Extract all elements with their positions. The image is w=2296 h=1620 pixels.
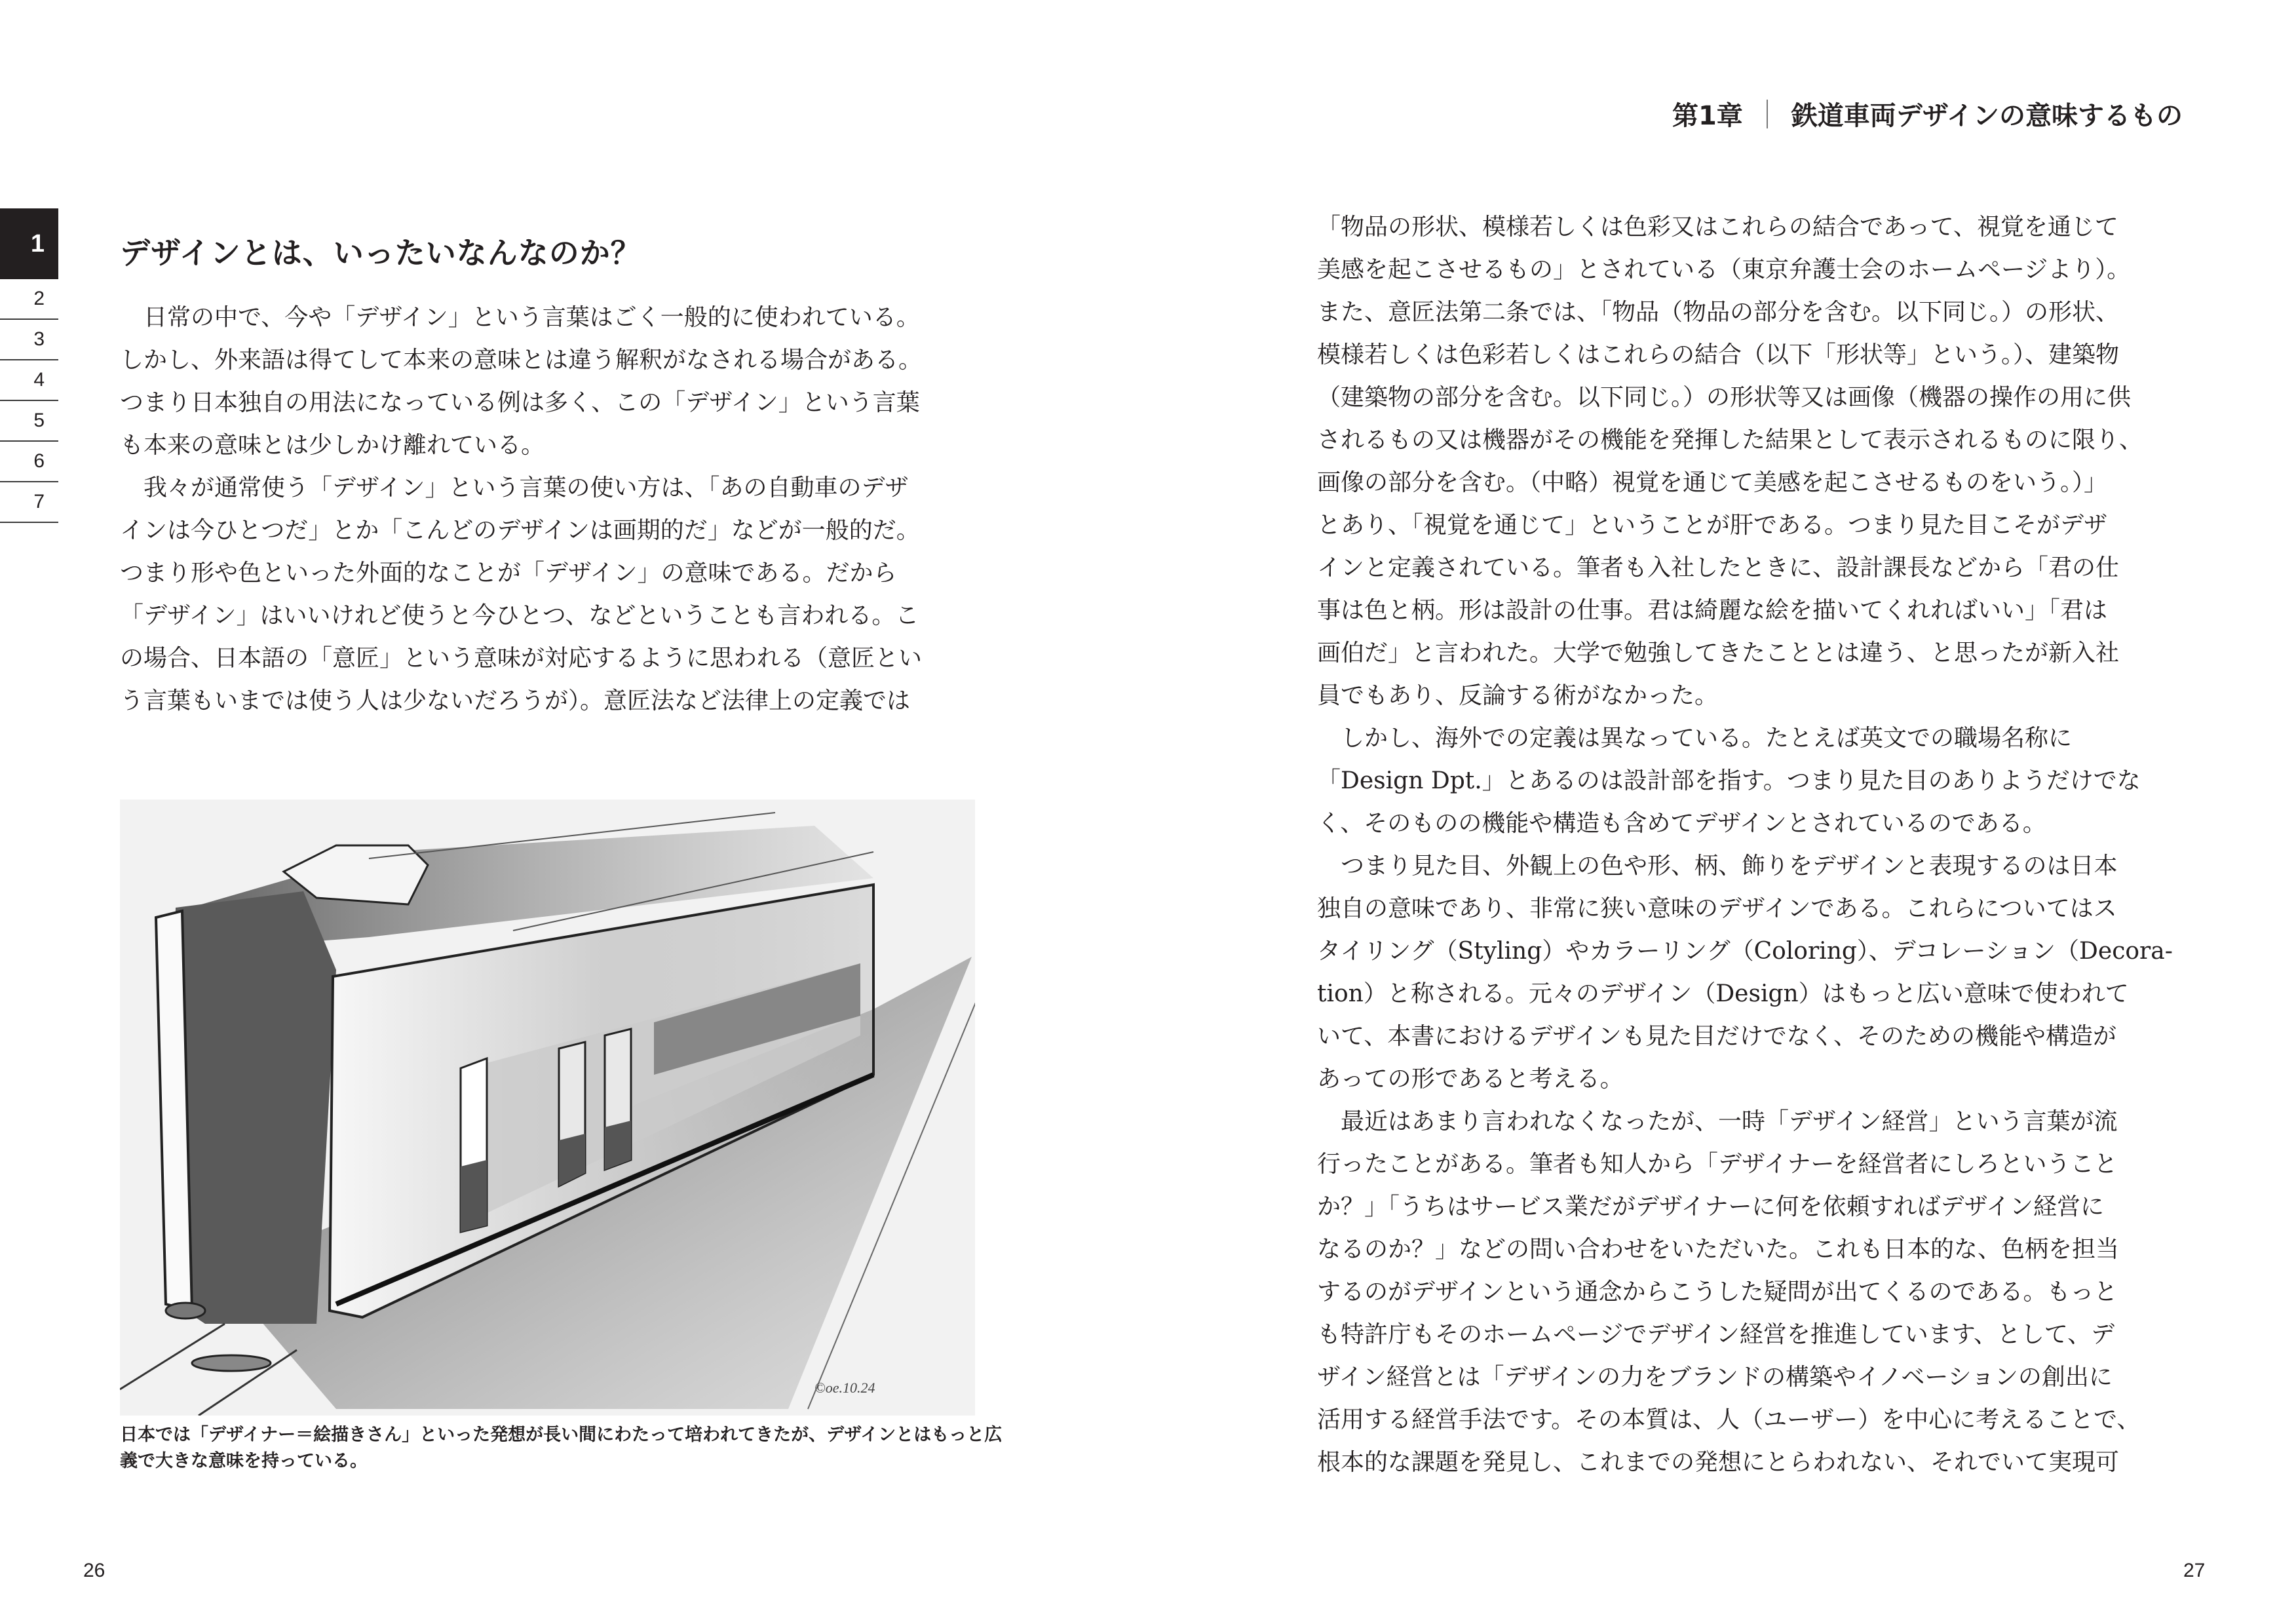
text-line: く、そのものの機能や構造も含めてデザインとされているのである。 (1317, 810, 2046, 837)
text-line: するのがデザインという通念からこうした疑問が出てくるのである。もっと (1317, 1279, 2118, 1305)
text-line: しかし、海外での定義は異なっている。たとえば英文での職場名称に (1317, 725, 2073, 752)
text-line: 画伯だ」と言われた。大学で勉強してきたこととは違う、と思ったが新入社 (1317, 640, 2120, 666)
text-line: か？」「うちはサービス業だがデザイナーに何を依頼すればデザイン経営に (1317, 1193, 2104, 1220)
text-line: の場合、日本語の「意匠」という意味が対応するように思われる（意匠とい (120, 645, 923, 672)
text-line: 独自の意味であり、非常に狭い意味のデザインである。これらについてはス (1317, 895, 2117, 922)
train-sketch-icon (120, 800, 975, 1416)
text-line: つまり見た目、外観上の色や形、柄、飾りをデザインと表現するのは日本 (1317, 853, 2118, 879)
chapter-thumb-index (0, 208, 58, 523)
text-line: 美感を起こさせるもの」とされている（東京弁護士会のホームページより）。 (1317, 256, 2131, 283)
text-line: とあり、「視覚を通じて」ということが肝である。つまり見た目こそがデザ (1317, 512, 2108, 539)
section-heading: デザインとは、いったいなんなのか？ (120, 235, 641, 271)
text-line: タイリング（Styling）やカラーリング（Coloring）、デコレーション（Decora- (1317, 938, 2173, 965)
text-line: インと定義されている。筆者も入社したときに、設計課長などから「君の仕 (1317, 554, 2120, 581)
thumb-chapter-6: 6 (0, 442, 58, 482)
text-line: う言葉もいまでは使う人は少ないだろうが）。意匠法など法律上の定義では (120, 687, 911, 714)
paragraph (1317, 1100, 2195, 1484)
thumb-chapter-3: 3 (0, 320, 58, 360)
text-line: も本来の意味とは少しかけ離れている。 (120, 432, 545, 459)
figure-caption (120, 1422, 1003, 1475)
text-line: 員でもあり、反論する術がなかった。 (1317, 682, 1719, 709)
text-line: 模様若しくは色彩若しくはこれらの結合（以下「形状等」という。）、建築物 (1317, 341, 2120, 368)
text-line: ザイン経営とは「デザインの力をブランドの構築やイノベーションの創出に (1317, 1364, 2113, 1391)
chapter-label: 第1章 (1672, 101, 1743, 131)
text-line: インは今ひとつだ」とか「こんどのデザインは画期的だ」などが一般的だ。 (120, 517, 920, 544)
caption-line: 義で大きな意味を持っている。 (120, 1451, 368, 1471)
text-line: 「物品の形状、模様若しくは色彩又はこれらの結合であって、視覚を通じて (1317, 214, 2118, 241)
header-divider (1767, 100, 1768, 128)
text-line: つまり日本独自の用法になっている例は多く、この「デザイン」という言葉 (120, 389, 920, 416)
running-head (1672, 95, 2183, 132)
text-line: つまり形や色といった外面的なことが「デザイン」の意味である。だから (120, 560, 897, 587)
paragraph (120, 296, 978, 467)
right-body-text (1317, 206, 2195, 1484)
text-line: また、意匠法第二条では、「物品（物品の部分を含む。以下同じ。）の形状、 (1317, 299, 2120, 326)
thumb-chapter-1: 1 (0, 208, 58, 279)
left-body-text (120, 296, 978, 722)
text-line: 根本的な課題を発見し、これまでの発想にとらわれない、それでいて実現可 (1317, 1449, 2120, 1476)
text-line: 事は色と柄。形は設計の仕事。君は綺麗な絵を描いてくれればいい」「君は (1317, 597, 2108, 624)
chapter-title: 鉄道車両デザインの意味するもの (1791, 101, 2183, 131)
thumb-chapter-2: 2 (0, 279, 58, 320)
text-line: 活用する経営手法です。その本質は、人（ユーザー）を中心に考えることで、 (1317, 1406, 2141, 1433)
text-line: 「Design Dpt.」とあるのは設計部を指す。つまり見た目のありようだけでな (1317, 767, 2141, 794)
text-line: 「デザイン」はいいけれど使うと今ひとつ、などということも言われる。こ (120, 602, 919, 629)
paragraph (120, 467, 978, 722)
paragraph (1317, 717, 2195, 845)
caption-line: 日本では「デザイナー＝絵描きさん」といった発想が長い間にわたって培われてきたが、デザインとはもっと広 (120, 1425, 1003, 1445)
paragraph (1317, 845, 2195, 1100)
svg-text:©oe.10.24: ©oe.10.24 (814, 1379, 875, 1396)
train-sketch-figure (120, 800, 975, 1416)
paragraph (1317, 206, 2195, 717)
thumb-chapter-4: 4 (0, 360, 58, 401)
text-line: されるもの又は機器がその機能を発揮した結果として表示されるものに限り、 (1317, 427, 2143, 453)
text-line: も特許庁もそのホームページでデザイン経営を推進しています、として、デ (1317, 1321, 2115, 1348)
text-line: あっての形であると考える。 (1317, 1066, 1624, 1092)
thumb-chapter-7: 7 (0, 482, 58, 523)
text-line: しかし、外来語は得てして本来の意味とは違う解釈がなされる場合がある。 (120, 347, 923, 374)
text-line: 最近はあまり言われなくなったが、一時「デザイン経営」という言葉が流 (1317, 1108, 2118, 1135)
thumb-chapter-5: 5 (0, 401, 58, 442)
text-line: 我々が通常使う「デザイン」という言葉の使い方は、「あの自動車のデザ (120, 474, 909, 501)
text-line: tion）と称される。元々のデザイン（Design）はもっと広い意味で使われて (1317, 980, 2129, 1007)
text-line: いて、本書におけるデザインも見た目だけでなく、そのための機能や構造が (1317, 1023, 2117, 1050)
text-line: なるのか？」などの問い合わせをいただいた。これも日本的な、色柄を担当 (1317, 1236, 2120, 1263)
text-line: 行ったことがある。筆者も知人から「デザイナーを経営者にしろということ (1317, 1151, 2118, 1178)
text-line: （建築物の部分を含む。以下同じ。）の形状等又は画像（機器の操作の用に供 (1317, 384, 2132, 411)
page-number-left: 26 (83, 1560, 105, 1581)
text-line: 日常の中で、今や「デザイン」という言葉はごく一般的に使われている。 (120, 304, 920, 331)
page-number-right: 27 (2183, 1560, 2206, 1581)
text-line: 画像の部分を含む。（中略）視覚を通じて美感を起こさせるものをいう。）」 (1317, 469, 2108, 496)
